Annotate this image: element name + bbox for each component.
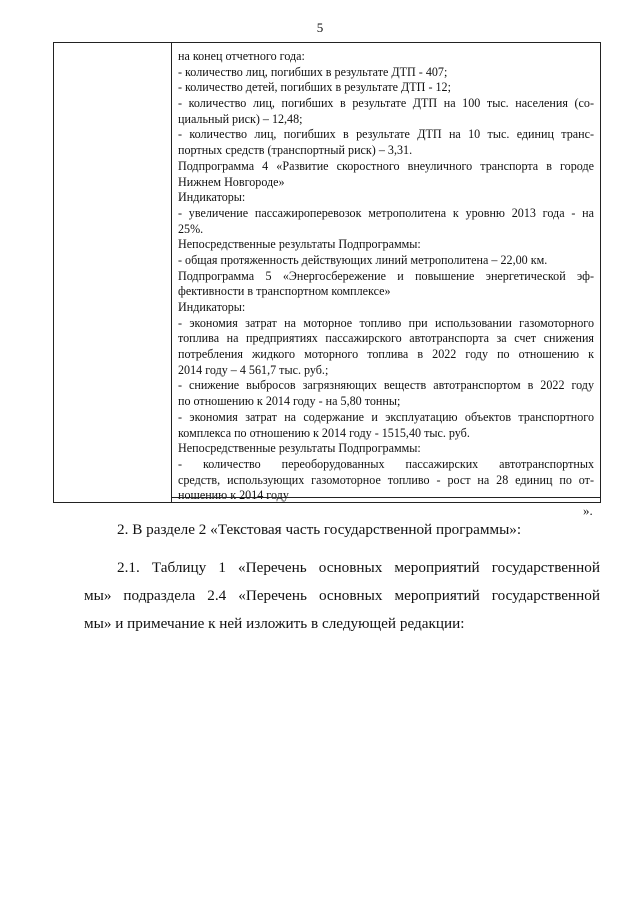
table-text-line: Подпрограмма 4 «Развитие скоростного внеуличного транспорта в городе: [178, 158, 594, 173]
table-inner-bottom-rule: [172, 497, 600, 498]
table-text-line: 25%.: [178, 221, 204, 236]
table-text-line: топлива на предприятиях пассажирского автотранспорта за счет снижения: [178, 331, 594, 346]
table-text-line: - количество детей, погибших в результате ДТП - 12;: [178, 80, 451, 95]
table-text-line: 2014 году – 4 561,7 тыс. руб.;: [178, 362, 329, 377]
paragraph-section-2: [84, 516, 600, 544]
page-number: 5: [316, 20, 324, 35]
table-text-line: комплекса по отношению к 2014 году - 1515,40 тыс. руб.: [178, 425, 470, 440]
table-text-line: - общая протяженность действующих линий метрополитена – 22,00 км.: [178, 252, 548, 267]
table-text-line: по отношению к 2014 году - на 5,80 тонны;: [178, 394, 401, 409]
paragraph-line: мы» и примечание к ней изложить в следующей редакции:: [84, 615, 465, 632]
table-text-line: - количество лиц, погибших в результате ДТП - 407;: [178, 64, 448, 79]
paragraph-table-1: [84, 554, 600, 638]
table-text-line: Непосредственные результаты Подпрограммы:: [178, 237, 421, 252]
table-text-line: Непосредственные результаты Подпрограммы:: [178, 441, 421, 456]
table-text-line: Нижнем Новгороде»: [178, 174, 285, 189]
table-text-line: - количество лиц, погибших в результате ДТП на 100 тыс. населения (со-: [178, 96, 594, 111]
table-text-line: потребления жидкого моторного топлива в 2022 году по отношению к: [178, 347, 594, 362]
table-right-cell: [172, 43, 600, 502]
table-text-line: ношению к 2014 году: [178, 488, 289, 503]
table-text-line: фективности в транспортном комплексе»: [178, 284, 391, 299]
table-text-line: - снижение выбросов загрязняющих веществ автотранспортом в 2022 году: [178, 378, 594, 393]
table-text-line: Индикаторы:: [178, 300, 246, 314]
table-text-line: - количество лиц, погибших в результате ДТП на 10 тыс. единиц транс-: [178, 127, 594, 142]
closing-quote: ».: [583, 503, 593, 518]
table-text-line: на конец отчетного года:: [178, 49, 305, 63]
table-text-line: - экономия затрат на моторное топливо при использовании газомоторного: [178, 315, 594, 330]
paragraph-line: мы» подраздела 2.4 «Перечень основных мероприятий государственной: [84, 587, 600, 604]
paragraph-line: 2.1. Таблицу 1 «Перечень основных мероприятий государственной: [117, 559, 600, 576]
paragraph-line: 2. В разделе 2 «Текстовая часть государственной программы»:: [117, 521, 522, 538]
table-left-cell: [54, 43, 172, 502]
table-text-line: - увеличение пассажироперевозок метрополитена к уровню 2013 года - на: [178, 205, 594, 220]
table-text-line: - количество переоборудованных пассажирских автотранспортных: [178, 456, 594, 471]
table-text-line: Индикаторы:: [178, 190, 246, 205]
indicators-table: [53, 42, 601, 503]
table-text-line: средств, использующих газомоторное топливо - рост на 28 единиц по от-: [178, 472, 594, 487]
table-text-line: портных средств (транспортный риск) – 3,31.: [178, 143, 413, 158]
table-text-line: - экономия затрат на содержание и эксплуатацию объектов транспортного: [178, 409, 594, 424]
table-text-line: Подпрограмма 5 «Энергосбережение и повышение энергетической эф-: [178, 268, 594, 283]
table-text-line: циальный риск) – 12,48;: [178, 111, 303, 126]
